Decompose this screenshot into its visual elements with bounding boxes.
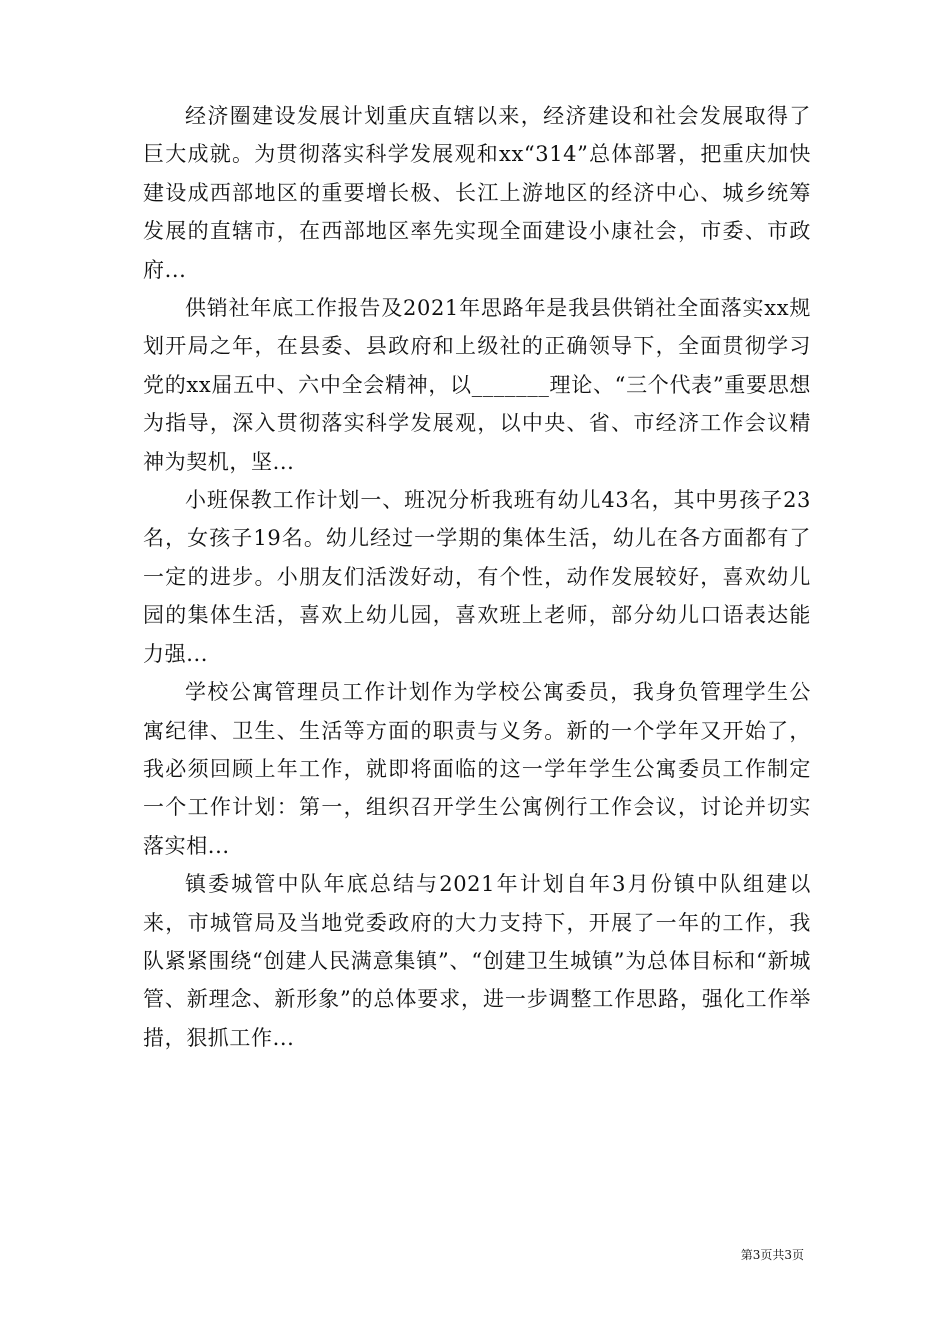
paragraph-urban-management-summary: 镇委城管中队年底总结与2021年计划自年3月份镇中队组建以来，市城管局及当地党委政府的大力支持下，开展了一年的工作，我队紧紧围绕“创建人民满意集镇”、“创建卫生城镇”为总体目标和“新城管、新理念、新形象”的总体要求，进一步调整工作思路，强化工作举措，狠抓工作... <box>143 872 811 1050</box>
paragraph-economic-circle-plan: 经济圈建设发展计划重庆直辖以来，经济建设和社会发展取得了巨大成就。为贯彻落实科学发展观和xx“314”总体部署，把重庆加快建设成西部地区的重要增长极、长江上游地区的经济中心、城乡统筹发展的直辖市，在西部地区率先实现全面建设小康社会，市委、市政府... <box>143 104 811 282</box>
document-body <box>143 97 811 1057</box>
paragraph-kindergarten-class-plan: 小班保教工作计划一、班况分析我班有幼儿43名，其中男孩子23名，女孩子19名。幼儿经过一学期的集体生活，幼儿在各方面都有了一定的进步。小朋友们活泼好动，有个性，动作发展较好，喜欢幼儿园的集体生活，喜欢上幼儿园，喜欢班上老师，部分幼儿口语表达能力强... <box>143 488 811 666</box>
paragraph-supply-cooperative-report: 供销社年底工作报告及2021年思路年是我县供销社全面落实xx规划开局之年，在县委、县政府和上级社的正确领导下，全面贯彻学习党的xx届五中、六中全会精神，以_______理论、“三个代表”重要思想为指导，深入贯彻落实科学发展观，以中央、省、市经济工作会议精神为契机，坚... <box>143 296 811 474</box>
paragraph-dormitory-manager-plan: 学校公寓管理员工作计划作为学校公寓委员，我身负管理学生公寓纪律、卫生、生活等方面的职责与义务。新的一个学年又开始了，我必须回顾上年工作，就即将面临的这一学年学生公寓委员工作制定一个工作计划：第一，组织召开学生公寓例行工作会议，讨论并切实落实相... <box>143 680 811 858</box>
page-number: 第3页共3页 <box>740 1248 804 1262</box>
